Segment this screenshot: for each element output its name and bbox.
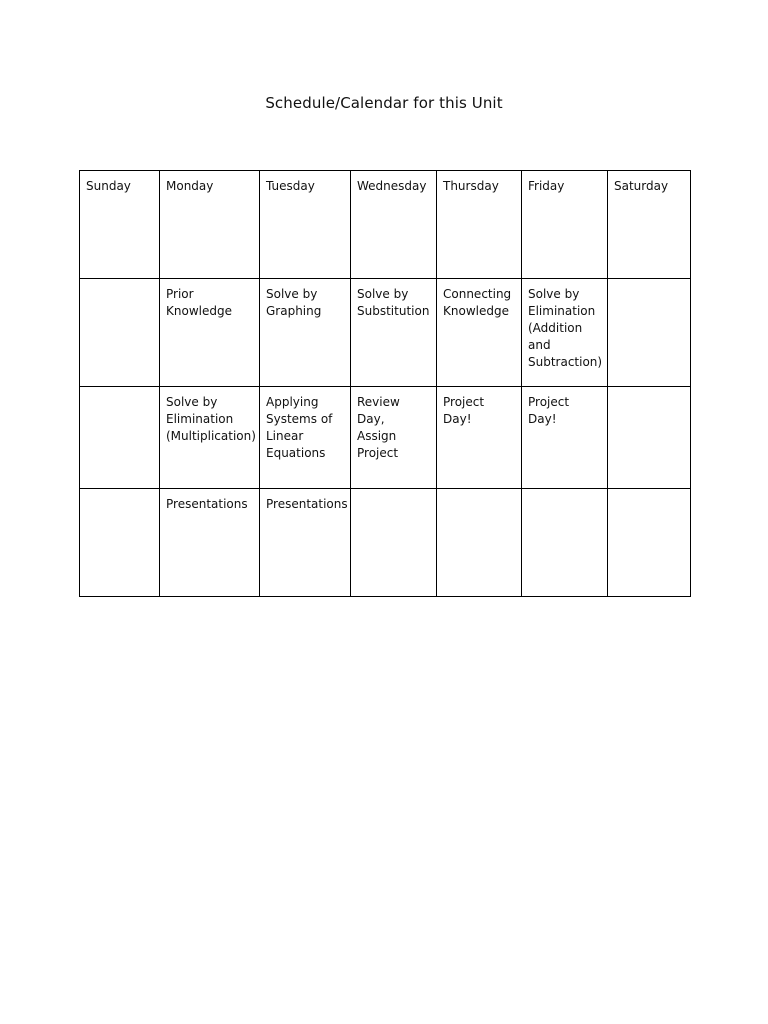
page-title: Schedule/Calendar for this Unit — [265, 94, 503, 112]
header-cell-monday: Monday — [160, 171, 260, 279]
day-cell: Solve by Substitution — [351, 279, 437, 387]
day-cell: Connecting Knowledge — [437, 279, 522, 387]
day-cell: Project Day! — [437, 387, 522, 489]
day-cell — [608, 387, 691, 489]
week-row-1 — [80, 279, 691, 387]
week-row-3 — [80, 489, 691, 597]
day-cell — [351, 489, 437, 597]
day-cell — [522, 489, 608, 597]
header-cell-saturday: Saturday — [608, 171, 691, 279]
day-cell — [437, 489, 522, 597]
header-cell-thursday: Thursday — [437, 171, 522, 279]
calendar-table — [79, 170, 691, 597]
day-cell: Solve by Graphing — [260, 279, 351, 387]
day-cell — [608, 279, 691, 387]
day-cell — [80, 489, 160, 597]
day-cell: Presentations — [160, 489, 260, 597]
header-cell-wednesday: Wednesday — [351, 171, 437, 279]
week-row-2 — [80, 387, 691, 489]
day-cell: Review Day, Assign Project — [351, 387, 437, 489]
day-cell: Prior Knowledge — [160, 279, 260, 387]
header-cell-tuesday: Tuesday — [260, 171, 351, 279]
day-cell: Solve by Elimination (Addition and Subtraction) — [522, 279, 608, 387]
header-cell-friday: Friday — [522, 171, 608, 279]
day-cell: Applying Systems of Linear Equations — [260, 387, 351, 489]
day-cell: Solve by Elimination (Multiplication) — [160, 387, 260, 489]
header-cell-sunday: Sunday — [80, 171, 160, 279]
day-cell: Presentations — [260, 489, 351, 597]
day-cell — [80, 279, 160, 387]
day-cell: Project Day! — [522, 387, 608, 489]
day-cell — [608, 489, 691, 597]
day-cell — [80, 387, 160, 489]
header-row — [80, 171, 691, 279]
